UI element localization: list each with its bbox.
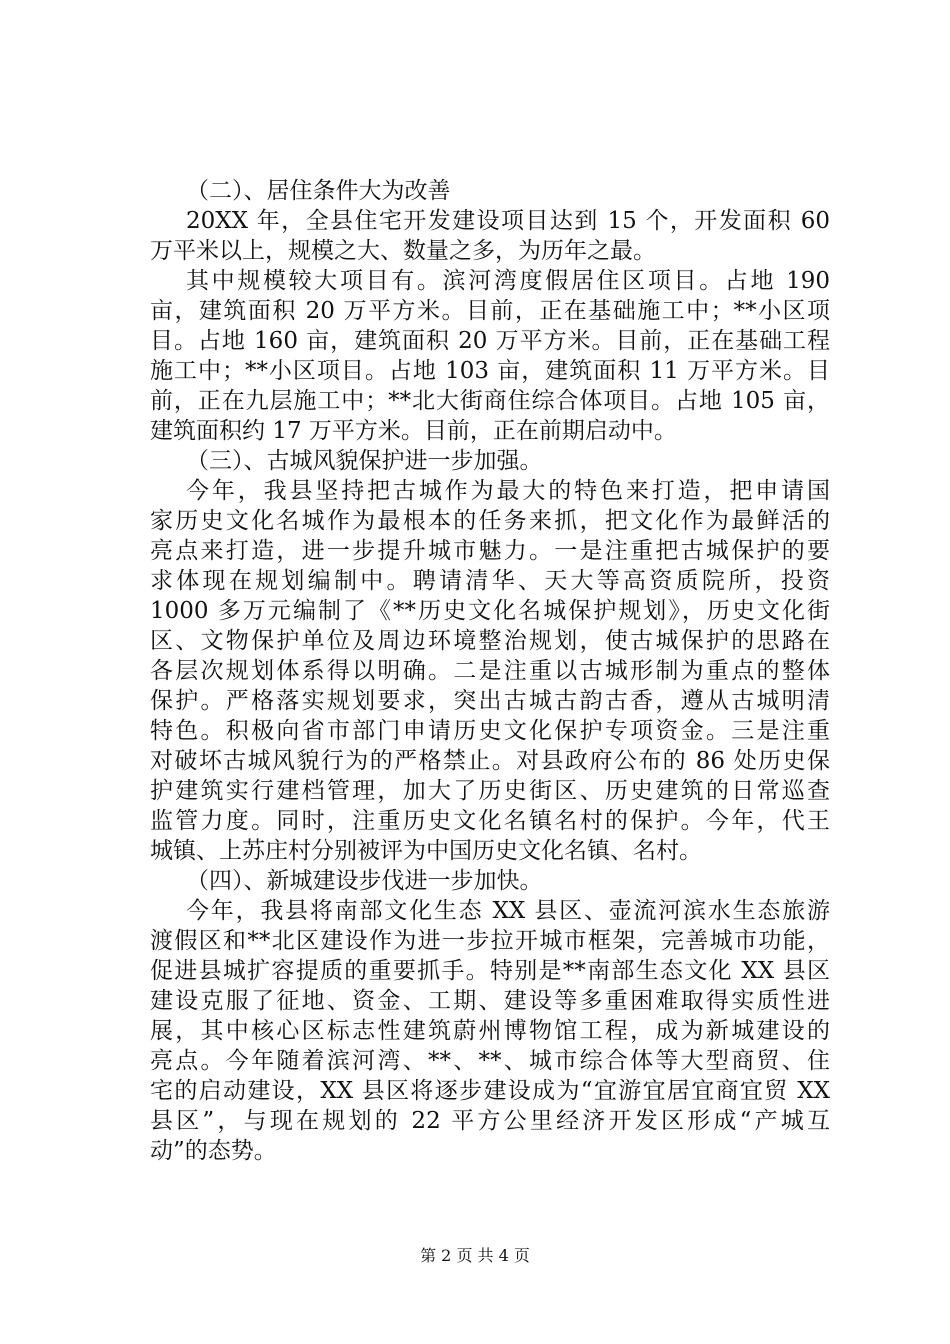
- paragraph-line: 亮点来打造，进一步提升城市魅力。一是注重把古城保护的要: [150, 538, 830, 564]
- paragraph-line: 前，正在九层施工中；**北大街商住综合体项目。占地 105 亩，: [150, 388, 830, 414]
- paragraph-line: 渡假区和**北区建设作为进一步拉开城市框架，完善城市功能，: [150, 928, 830, 954]
- section-heading-2: （二）、居住条件大为改善: [186, 178, 451, 204]
- paragraph-line: 促进县城扩容提质的重要抓手。特别是**南部生态文化 XX 县区: [150, 958, 830, 984]
- paragraph-line: 目。占地 160 亩，建筑面积 20 万平方米。目前，正在基础工程: [150, 328, 830, 354]
- paragraph-line: 对破坏古城风貌行为的严格禁止。对县政府公布的 86 处历史保: [150, 748, 830, 774]
- paragraph-line: 万平米以上，规模之大、数量之多，为历年之最。: [150, 238, 656, 264]
- paragraph-line: 1000 多万元编制了《**历史文化名城保护规划》，历史文化街: [150, 598, 830, 624]
- paragraph-line: 亩，建筑面积 20 万平方米。目前，正在基础施工中；**小区项: [150, 298, 830, 324]
- section-heading-3: （三）、古城风貌保护进一步加强。: [186, 448, 543, 474]
- paragraph-line: 20XX 年，全县住宅开发建设项目达到 15 个，开发面积 60: [186, 208, 830, 234]
- paragraph-line: 亮点。今年随着滨河湾、**、**、城市综合体等大型商贸、住: [150, 1048, 830, 1074]
- section-heading-4: （四）、新城建设步伐进一步加快。: [186, 868, 543, 894]
- paragraph-line: 动”的态势。: [150, 1138, 277, 1164]
- paragraph-line: 施工中；**小区项目。占地 103 亩，建筑面积 11 万平方米。目: [150, 358, 830, 384]
- paragraph-line: 保护。严格落实规划要求，突出古城古韵古香，遵从古城明清: [150, 688, 830, 714]
- paragraph-line: 区、文物保护单位及周边环境整治规划，使古城保护的思路在: [150, 628, 830, 654]
- paragraph-line: 县区”，与现在规划的 22 平方公里经济开发区形成“产城互: [150, 1108, 830, 1134]
- paragraph-line: 建设克服了征地、资金、工期、建设等多重困难取得实质性进: [150, 988, 830, 1014]
- paragraph-line: 其中规模较大项目有。滨河湾度假居住区项目。占地 190: [186, 268, 830, 294]
- paragraph-line: 监管力度。同时，注重历史文化名镇名村的保护。今年，代王: [150, 808, 830, 834]
- paragraph-line: 建筑面积约 17 万平方米。目前，正在前期启动中。: [150, 418, 677, 444]
- paragraph-line: 宅的启动建设，XX 县区将逐步建设成为“宜游宜居宜商宜贸 XX: [150, 1078, 830, 1104]
- page-number-footer: 第 2 页 共 4 页: [420, 1246, 530, 1265]
- paragraph-line: 今年，我县坚持把古城作为最大的特色来打造，把申请国: [186, 478, 830, 504]
- paragraph-line: 城镇、上苏庄村分别被评为中国历史文化名镇、名村。: [150, 838, 702, 864]
- document-body: [150, 176, 830, 1166]
- paragraph-line: 家历史文化名城作为最根本的任务来抓，把文化作为最鲜活的: [150, 508, 830, 534]
- paragraph-line: 今年，我县将南部文化生态 XX 县区、壶流河滨水生态旅游: [186, 898, 830, 924]
- paragraph-line: 护建筑实行建档管理，加大了历史街区、历史建筑的日常巡查: [150, 778, 830, 804]
- paragraph-line: 特色。积极向省市部门申请历史文化保护专项资金。三是注重: [150, 718, 830, 744]
- paragraph-line: 展，其中核心区标志性建筑蔚州博物馆工程，成为新城建设的: [150, 1018, 830, 1044]
- paragraph-line: 求体现在规划编制中。聘请清华、天大等高资质院所，投资: [150, 568, 830, 594]
- paragraph-line: 各层次规划体系得以明确。二是注重以古城形制为重点的整体: [150, 658, 830, 684]
